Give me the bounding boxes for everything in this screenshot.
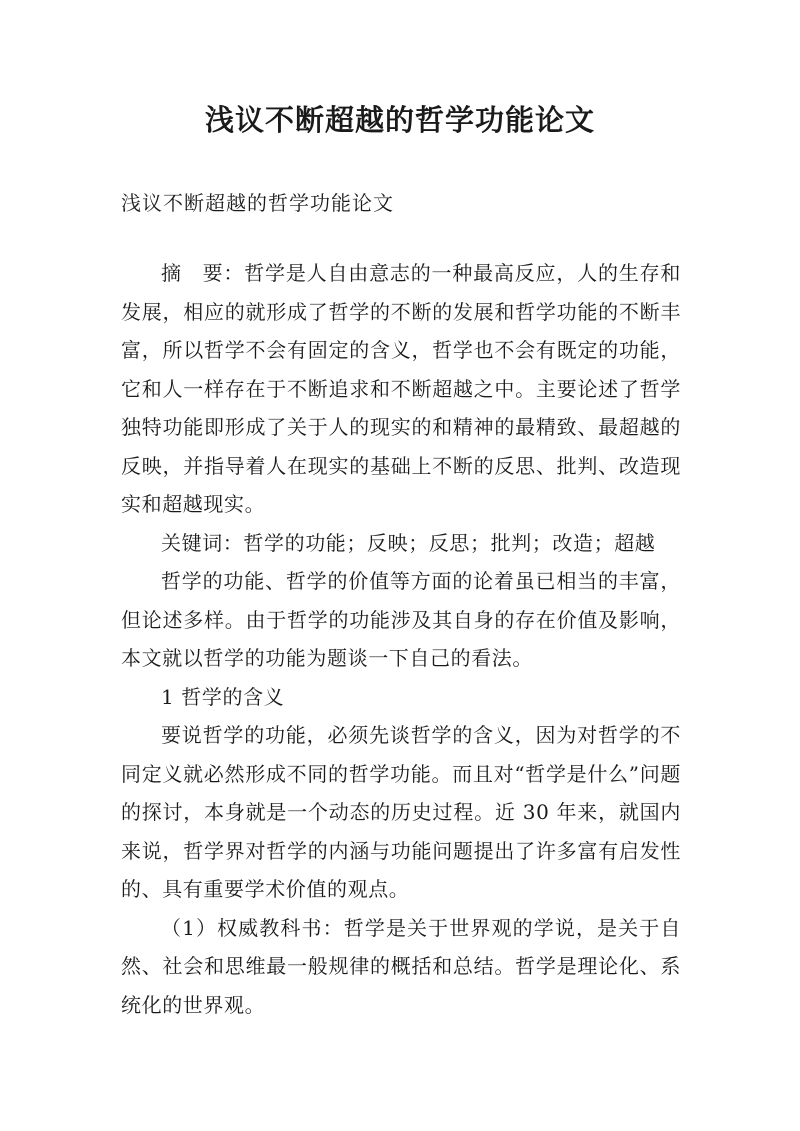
section-heading: 1 哲学的含义 — [161, 684, 285, 709]
document-body — [121, 254, 681, 1024]
document-subtitle: 浅议不断超越的哲学功能论文 — [121, 191, 394, 215]
abstract-paragraph: 摘 要：哲学是人自由意志的一种最高反应，人的生存和发展，相应的就形成了哲学的不断的发展和哲学功能的不断丰富，所以哲学不会有固定的含义，哲学也不会有既定的功能，它和人一样存在于不断追求和不断超越之中。主要论述了哲学独特功能即形成了关于人的现实的和精神的最精致、最超越的反映，并指导着人在现实的基础上不断的反思、批判、改造现实和超越现实。 — [121, 261, 681, 516]
keywords-paragraph: 关键词：哲学的功能；反映；反思；批判；改造；超越 — [161, 530, 656, 555]
body-paragraph: （1）权威教科书：哲学是关于世界观的学说，是关于自然、社会和思维最一般规律的概括和总结。哲学是理论化、系统化的世界观。 — [121, 915, 681, 1017]
intro-paragraph: 哲学的功能、哲学的价值等方面的论着虽已相当的丰富，但论述多样。由于哲学的功能涉及其自身的存在价值及影响，本文就以哲学的功能为题谈一下自己的看法。 — [121, 569, 681, 670]
body-paragraph: 要说哲学的功能，必须先谈哲学的含义，因为对哲学的不同定义就必然形成不同的哲学功能。而且对“哲学是什么”问题的探讨，本身就是一个动态的历史过程。近 30 年来，就国内来说，哲学界对哲学的内涵与功能问题提出了许多富有启发性的、具有重要学术价值的观点。 — [121, 723, 681, 901]
document-title: 浅议不断超越的哲学功能论文 — [204, 103, 595, 137]
